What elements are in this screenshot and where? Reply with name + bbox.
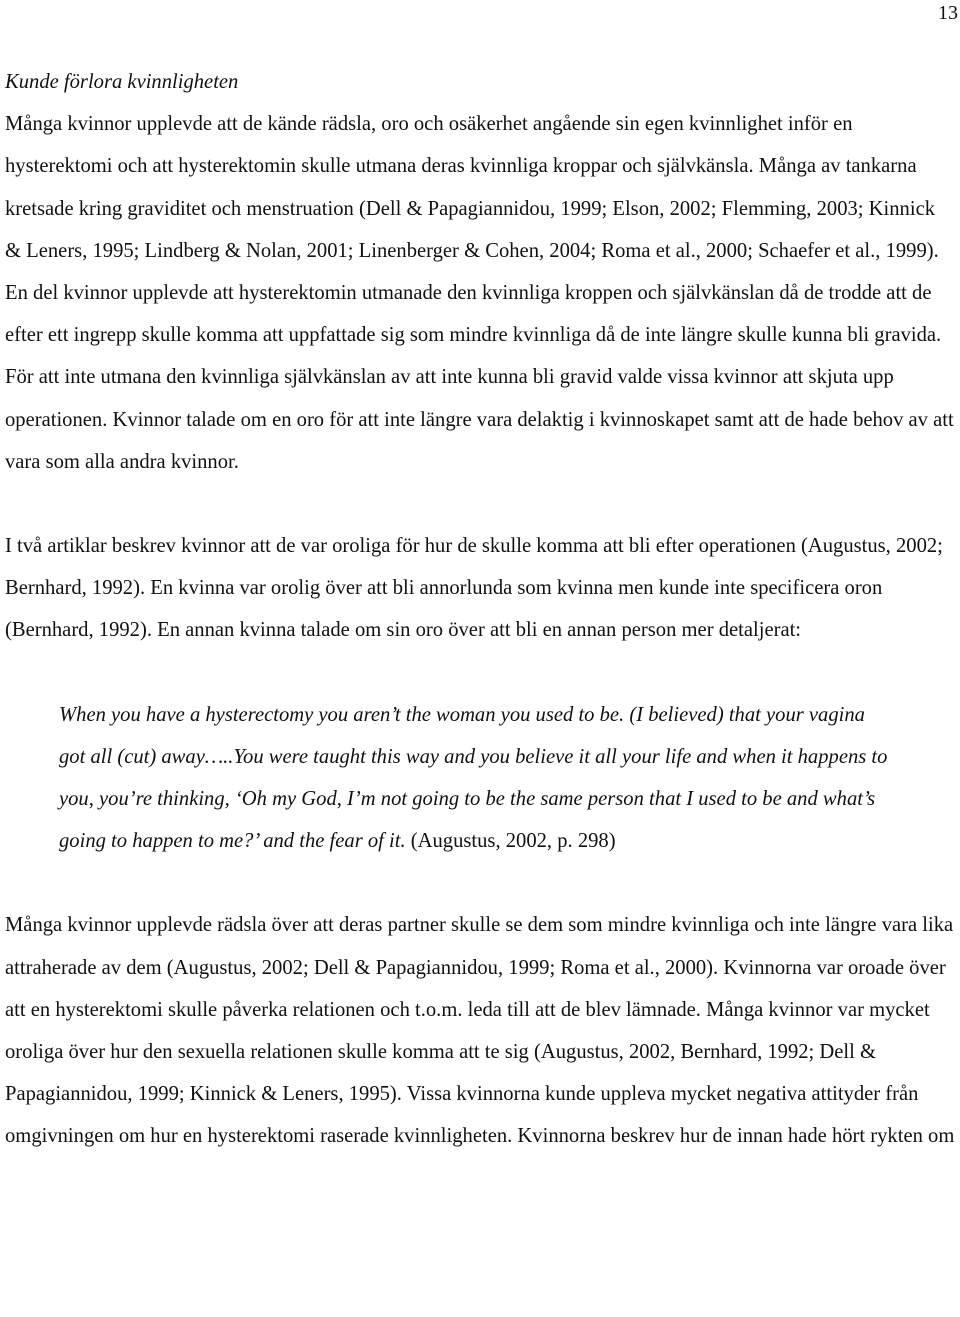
block-quote xyxy=(5,694,889,863)
paragraph-2: I två artiklar beskrev kvinnor att de var oroliga för hur de skulle komma att bli efter operationen (Augustus, 2002; Bernhard, 1992). En kvinna var orolig över att bli annorlunda som kvinna men kunde inte specificera oron (Bernhard, 1992). En annan kvinna talade om sin oro över att bli en annan person mer detaljerat: xyxy=(5,535,943,642)
paragraph-1: Många kvinnor upplevde att de kände rädsla, oro och osäkerhet angående sin egen kvinnlighet inför en hysterektomi och att hysterektomin skulle utmana deras kvinnliga kroppar och självkänsla. Många av tankarna kretsade kring graviditet och menstruation (Dell & Papagiannidou, 1999; Elson, 2002; Flemming, 2003; Kinnick & Leners, 1995; Lindberg & Nolan, 2001; Linenberger & Cohen, 2004; Roma et al., 2000; Schaefer et al., 1999). En del kvinnor upplevde att hysterektomin utmanade den kvinnliga kroppen och självkänslan då de trodde att de efter ett ingrepp skulle komma att uppfattade sig som mindre kvinnliga då de inte längre skulle kunna bli gravida. För att inte utmana den kvinnliga självkänslan av att inte kunna bli gravid valde vissa kvinnor att skjuta upp operationen. Kvinnor talade om en oro för att inte längre vara delaktig i kvinnoskapet samt att de hade behov av att vara som alla andra kvinnor. xyxy=(5,113,954,473)
paragraph-spacer xyxy=(5,862,955,904)
section-heading: Kunde förlora kvinnligheten xyxy=(5,71,239,93)
quote-text: When you have a hysterectomy you aren’t the woman you used to be. (I believed) that your vagina got all (cut) away…..You were taught this way and you believe it all your life and when it happens to you, you’re thinking, ‘Oh my God, I’m not going to be the same person that I used to be and what’s going to happen to me?’ and the fear of it. xyxy=(59,703,888,853)
document-body xyxy=(5,61,955,1158)
quote-citation: (Augustus, 2002, p. 298) xyxy=(405,830,616,853)
paragraph-spacer xyxy=(5,652,955,694)
paragraph-3: Många kvinnor upplevde rädsla över att deras partner skulle se dem som mindre kvinnliga och inte längre vara lika attraherade av dem (Augustus, 2002; Dell & Papagiannidou, 1999; Roma et al., 2000). Kvinnorna var oroade över att en hysterektomi skulle påverka relationen och t.o.m. leda till att de blev lämnade. Många kvinnor var mycket oroliga över hur den sexuella relationen skulle komma att te sig (Augustus, 2002, Bernhard, 1992; Dell & Papagiannidou, 1999; Kinnick & Leners, 1995). Vissa kvinnorna kunde uppleva mycket negativa attityder från omgivningen om hur en hysterektomi raserade kvinnligheten. Kvinnorna beskrev hur de innan hade hört rykten om xyxy=(5,914,955,1148)
page-number: 13 xyxy=(938,2,958,24)
paragraph-spacer xyxy=(5,483,955,525)
